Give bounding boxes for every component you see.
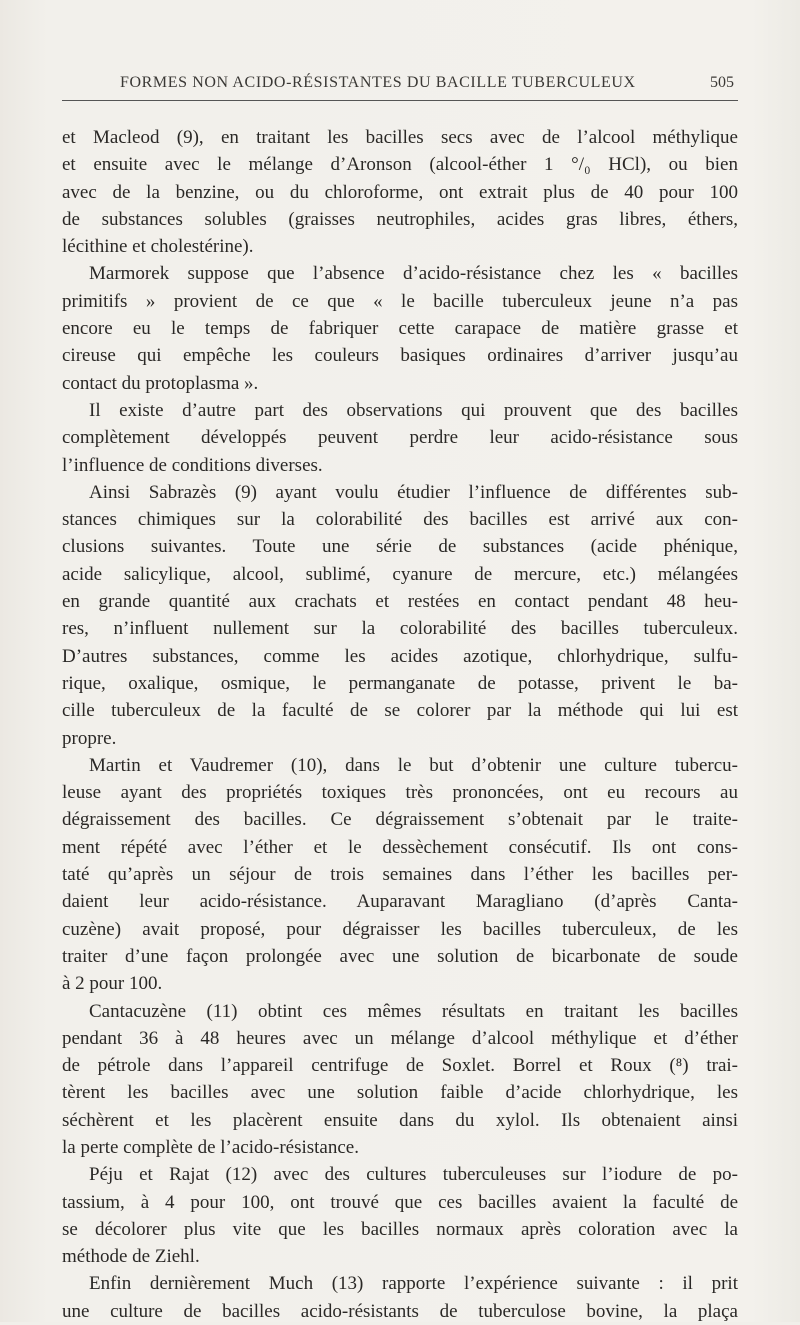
text-line: tèrent les bacilles avec une solution faible d’acide chlorhydrique, les [62, 1082, 738, 1104]
text-line: propre. [62, 727, 117, 749]
text-line: cireuse qui empêche les couleurs basiques ordinaires d’arriver jusqu’au [62, 345, 738, 367]
text-line: clusions suivantes. Toute une série de substances (acide phénique, [62, 536, 738, 558]
text-line: Martin et Vaudremer (10), dans le but d’obtenir une culture tubercu- [89, 754, 738, 776]
text-line: leuse ayant des propriétés toxiques très prononcées, ont eu recours au [62, 782, 738, 804]
text-line: acide salicylique, alcool, sublimé, cyanure de mercure, etc.) mélangées [62, 563, 738, 585]
text-line: cille tuberculeux de la faculté de se colorer par la méthode qui lui est [62, 700, 738, 722]
text-line: se décolorer plus vite que les bacilles normaux après coloration avec la [62, 1218, 738, 1240]
text-line: pendant 36 à 48 heures avec un mélange d’alcool méthylique et d’éther [62, 1027, 738, 1049]
text-line: ment répété avec l’éther et le dessèchement consécutif. Ils ont cons- [62, 836, 738, 858]
text-line: à 2 pour 100. [62, 973, 163, 995]
text-line: une culture de bacilles acido-résistants de tuberculose bovine, la plaça [62, 1300, 738, 1322]
text-line: séchèrent et les placèrent ensuite dans du xylol. Ils obtenaient ainsi [62, 1109, 738, 1131]
text-line: daient leur acido-résistance. Auparavant Maragliano (d’après Canta- [62, 891, 738, 913]
text-line: Cantacuzène (11) obtint ces mêmes résultats en traitant les bacilles [89, 1000, 738, 1022]
text-line: avec de la benzine, ou du chloroforme, ont extrait plus de 40 pour 100 [62, 181, 738, 203]
text-line: la perte complète de l’acido-résistance. [62, 1136, 359, 1158]
text-line: taté qu’après un séjour de trois semaines dans l’éther les bacilles per- [62, 864, 738, 886]
text-line: de pétrole dans l’appareil centrifuge de Soxlet. Borrel et Roux (⁸) trai- [62, 1055, 738, 1077]
text-line: dégraissement des bacilles. Ce dégraissement s’obtenait par le traite- [62, 809, 738, 831]
running-title: FORMES NON ACIDO-RÉSISTANTES DU BACILLE TUBERCULEUX [120, 74, 636, 91]
text-line: l’influence de conditions diverses. [62, 454, 323, 476]
text-line: primitifs » provient de ce que « le bacille tuberculeux jeune n’a pas [62, 290, 738, 312]
text-line: cuzène) avait proposé, pour dégraisser les bacilles tuberculeux, de les [62, 918, 738, 940]
text-line: contact du protoplasma ». [62, 372, 259, 394]
text-line: Ainsi Sabrazès (9) ayant voulu étudier l’influence de différentes sub- [89, 481, 738, 503]
text-line: rique, oxalique, osmique, le permanganate de potasse, privent le ba- [62, 672, 738, 694]
text-line: et ensuite avec le mélange d’Aronson (alcool-éther 1 °/₀ HCl), ou bien [62, 154, 738, 176]
text-line: encore eu le temps de fabriquer cette carapace de matière grasse et [62, 318, 738, 340]
page-number: 505 [710, 74, 734, 91]
text-line: Il existe d’autre part des observations qui prouvent que des bacilles [89, 399, 738, 421]
text-line: stances chimiques sur la colorabilité des bacilles est arrivé aux con- [62, 509, 738, 531]
text-line: complètement développés peuvent perdre leur acido-résistance sous [62, 427, 738, 449]
text-line: tassium, à 4 pour 100, ont trouvé que ces bacilles avaient la faculté de [62, 1191, 738, 1213]
text-line: Péju et Rajat (12) avec des cultures tuberculeuses sur l’iodure de po- [89, 1164, 738, 1186]
header-rule [62, 100, 738, 101]
body-text [62, 124, 738, 1325]
text-line: méthode de Ziehl. [62, 1246, 200, 1268]
page-header [62, 74, 738, 98]
text-line: de substances solubles (graisses neutrophiles, acides gras libres, éthers, [62, 208, 738, 230]
text-line: et Macleod (9), en traitant les bacilles secs avec de l’alcool méthylique [62, 127, 738, 148]
text-line: Marmorek suppose que l’absence d’acido-résistance chez les « bacilles [89, 263, 738, 285]
text-line: D’autres substances, comme les acides azotique, chlorhydrique, sulfu- [62, 645, 738, 667]
text-line: res, n’influent nullement sur la colorabilité des bacilles tuberculeux. [62, 618, 738, 640]
text-line: en grande quantité aux crachats et restées en contact pendant 48 heu- [62, 591, 738, 613]
text-line: lécithine et cholestérine). [62, 236, 254, 258]
text-line: traiter d’une façon prolongée avec une solution de bicarbonate de soude [62, 945, 738, 967]
text-line: Enfin dernièrement Much (13) rapporte l’expérience suivante : il prit [89, 1273, 738, 1295]
